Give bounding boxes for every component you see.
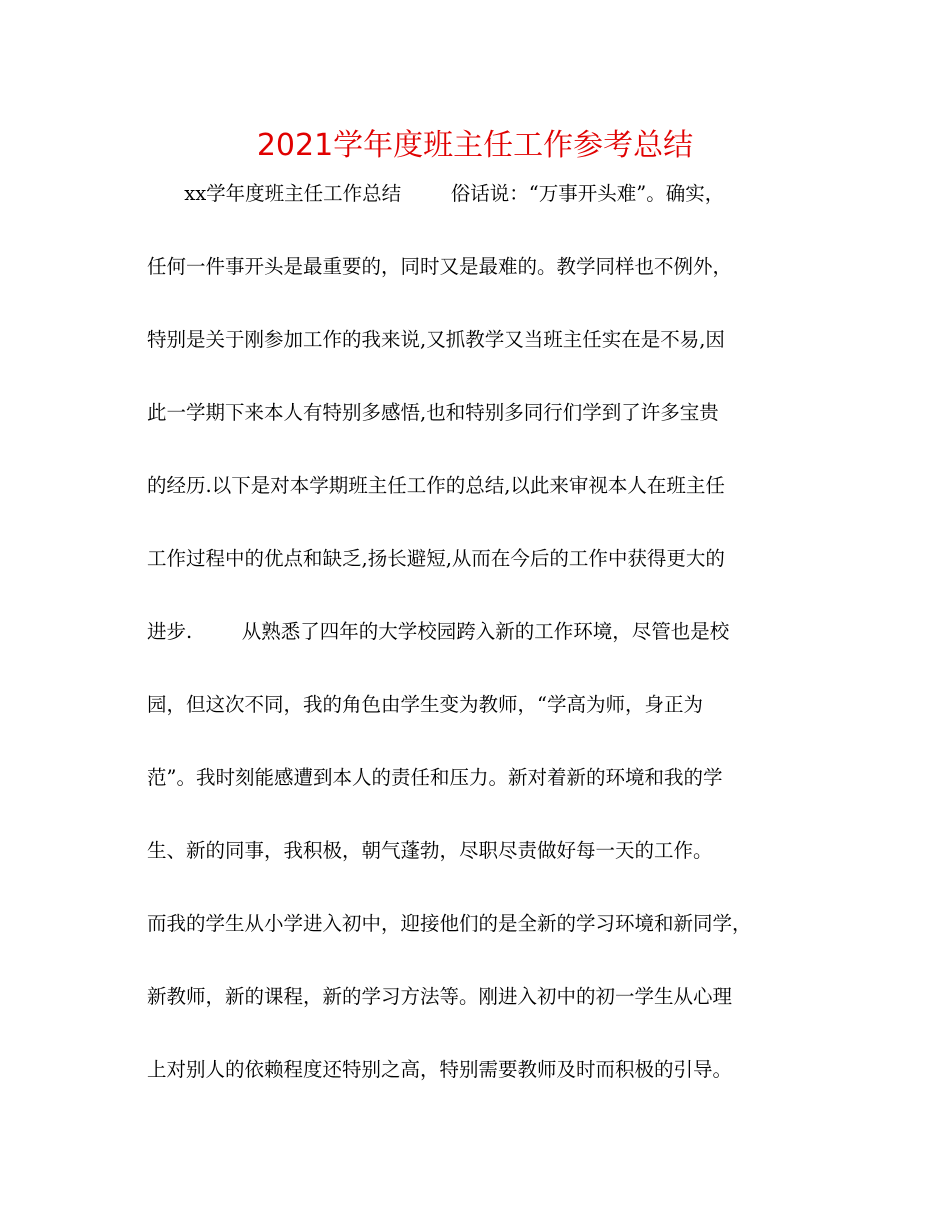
body-line-6: 工作过程中的优点和缺乏,扬长避短,从而在今后的工作中获得更大的: [147, 547, 725, 570]
body-line-9: 范”。我时刻能感遭到本人的责任和压力。新对着新的环境和我的学: [147, 766, 723, 789]
body-line-7: 进步. 从熟悉了四年的大学校园跨入新的工作环境，尽管也是校: [147, 620, 730, 643]
body-line-11: 而我的学生从小学进入初中，迎接他们的是全新的学习环境和新同学，: [147, 912, 752, 935]
body-line-3: 特别是关于刚参加工作的我来说,又抓教学又当班主任实在是不易,因: [147, 328, 725, 351]
body-line-12: 新教师，新的课程，新的学习方法等。刚进入初中的初一学生从心理: [147, 985, 733, 1008]
body-line-2: 任何一件事开头是最重要的，同时又是最难的。教学同样也不例外，: [147, 255, 733, 278]
body-line-1: xx学年度班主任工作总结 俗话说：“万事开头难”。确实，: [147, 182, 725, 205]
body-line-4: 此一学期下来本人有特别多感悟,也和特别多同行们学到了许多宝贵: [147, 401, 719, 424]
document-title: 2021学年度班主任工作参考总结: [256, 128, 694, 163]
body-line-13: 上对别人的依赖程度还特别之高，特别需要教师及时而积极的引导。: [147, 1058, 733, 1081]
body-line-5: 的经历.以下是对本学期班主任工作的总结,以此来审视本人在班主任: [147, 474, 725, 497]
body-line-10: 生、新的同事，我积极，朝气蓬勃，尽职尽责做好每一天的工作。: [147, 839, 713, 862]
body-line-8: 园，但这次不同，我的角色由学生变为教师，“学高为师，身正为: [147, 693, 703, 716]
